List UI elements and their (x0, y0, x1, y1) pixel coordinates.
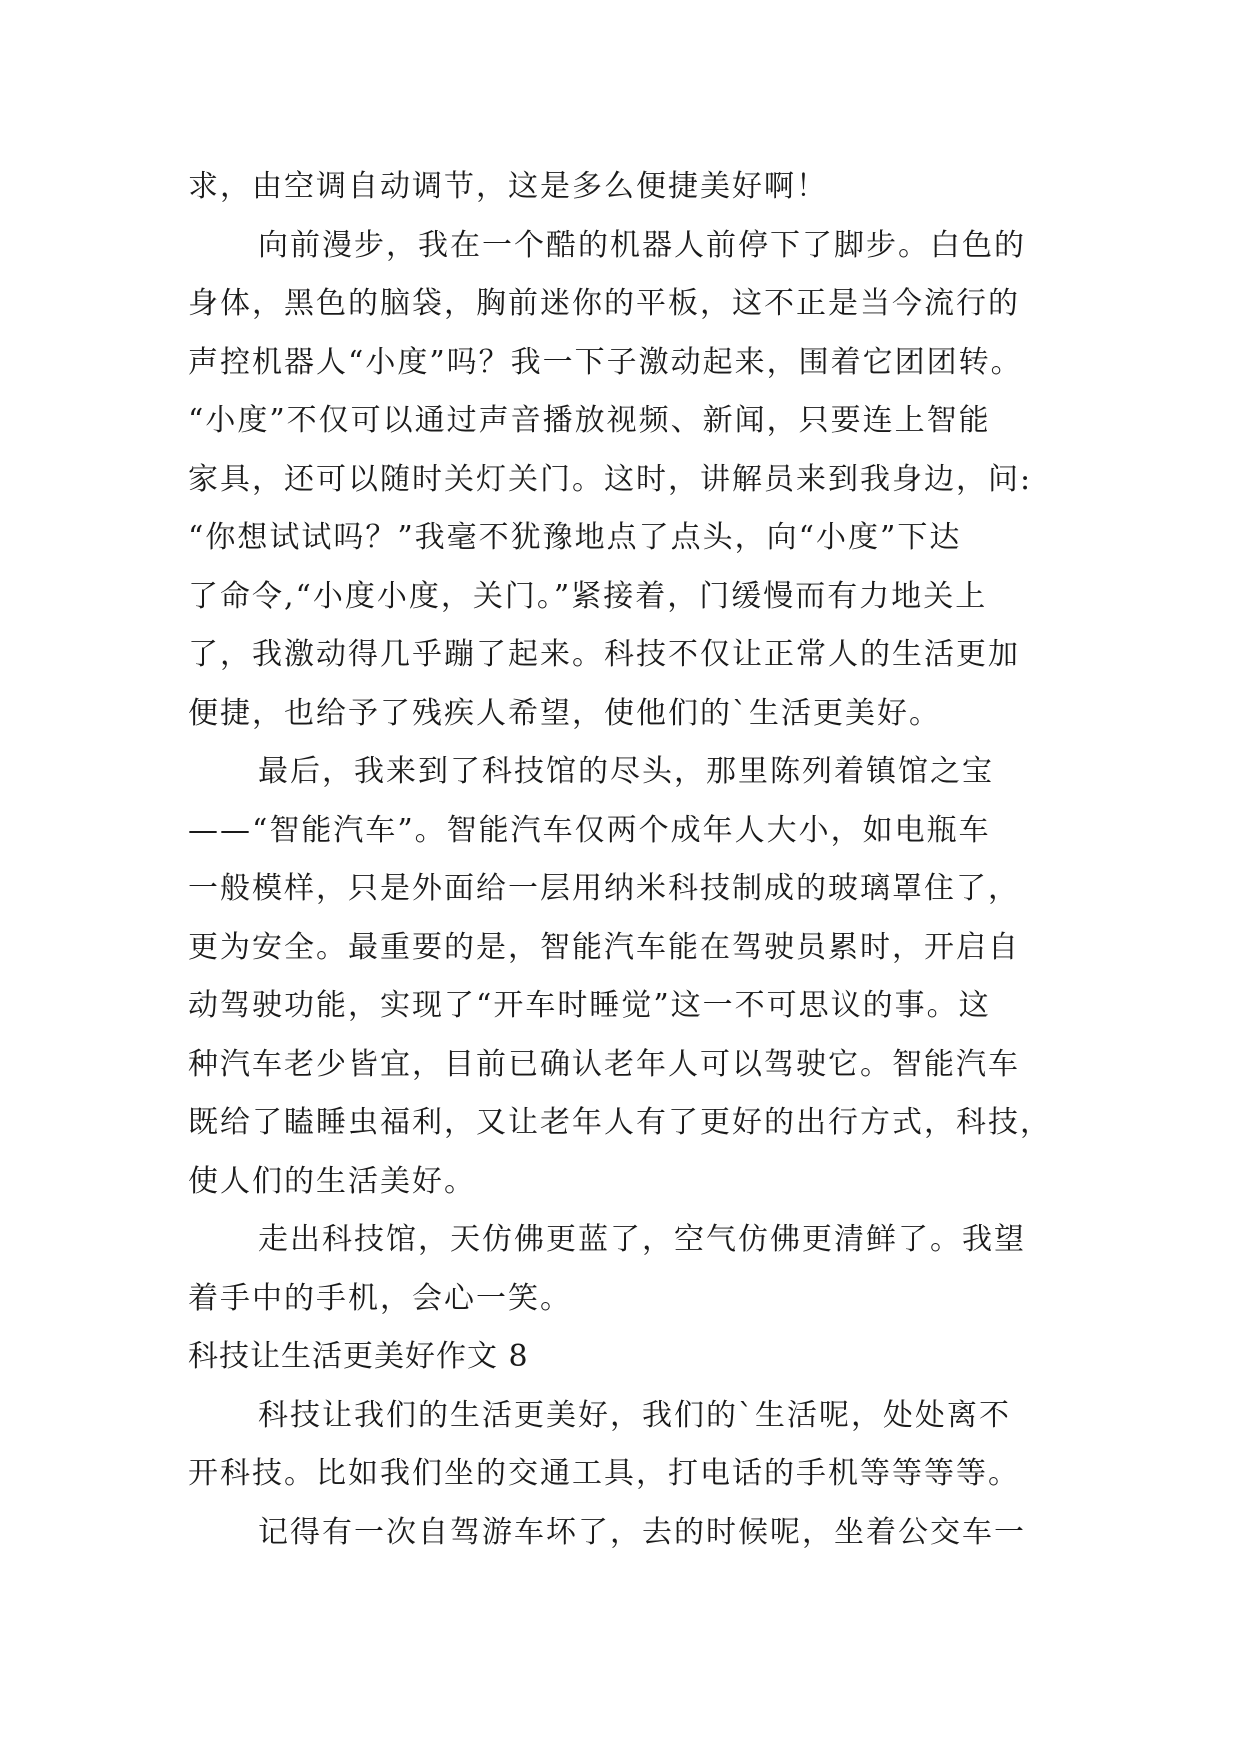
paragraph-start-line: 走出科技馆，天仿佛更蓝了，空气仿佛更清鲜了。我望 (258, 1222, 1026, 1257)
text-line: 了，我激动得几乎蹦了起来。科技不仅让正常人的生活更加 (188, 637, 1020, 672)
text-line: 使人们的生活美好。 (188, 1163, 476, 1199)
paragraph-start-line: 向前漫步，我在一个酷的机器人前停下了脚步。白色的 (258, 227, 1026, 263)
section-heading: 科技让生活更美好作文 8 (188, 1339, 529, 1374)
text-line: 求，由空调自动调节，这是多么便捷美好啊！ (188, 169, 828, 204)
document-body (188, 158, 1088, 1562)
text-line: 动驾驶功能，实现了“开车时睡觉”这一不可思议的事。这 (188, 988, 991, 1023)
text-line: “你想试试吗？”我毫不犹豫地点了点头，向“小度”下达 (188, 520, 962, 555)
text-line: 身体，黑色的脑袋，胸前迷你的平板，这不正是当今流行的 (188, 286, 1020, 321)
paragraph-start-line: 记得有一次自驾游车坏了，去的时候呢，坐着公交车一 (258, 1514, 1026, 1550)
paragraph-start-line: 最后，我来到了科技馆的尽头，那里陈列着镇馆之宝 (258, 754, 994, 789)
text-line: ——“智能汽车”。智能汽车仅两个成年人大小，如电瓶车 (188, 812, 991, 848)
text-line: 既给了瞌睡虫福利，又让老年人有了更好的出行方式，科技， (188, 1105, 1052, 1140)
text-line: 了命令,“小度小度，关门。”紧接着，门缓慢而有力地关上 (188, 578, 988, 614)
text-line: 家具，还可以随时关灯关门。这时，讲解员来到我身边，问: (188, 461, 1033, 497)
text-line: 种汽车老少皆宜，目前已确认老年人可以驾驶它。智能汽车 (188, 1046, 1020, 1082)
paragraph-start-line: 科技让我们的生活更美好，我们的`生活呢，处处离不 (258, 1397, 1011, 1433)
text-line: 一般模样，只是外面给一层用纳米科技制成的玻璃罩住了， (188, 871, 1020, 906)
text-line: 着手中的手机，会心一笑。 (188, 1280, 572, 1316)
text-line: “小度”不仅可以通过声音播放视频、新闻，只要连上智能 (188, 403, 991, 438)
text-line: 便捷，也给予了残疾人希望，使他们的`生活更美好。 (188, 695, 941, 731)
text-line: 更为安全。最重要的是，智能汽车能在驾驶员累时，开启自 (188, 929, 1020, 965)
text-line: 开科技。比如我们坐的交通工具，打电话的手机等等等等。 (188, 1456, 1020, 1491)
text-line: 声控机器人“小度”吗？我一下子激动起来，围着它团团转。 (188, 344, 1023, 380)
